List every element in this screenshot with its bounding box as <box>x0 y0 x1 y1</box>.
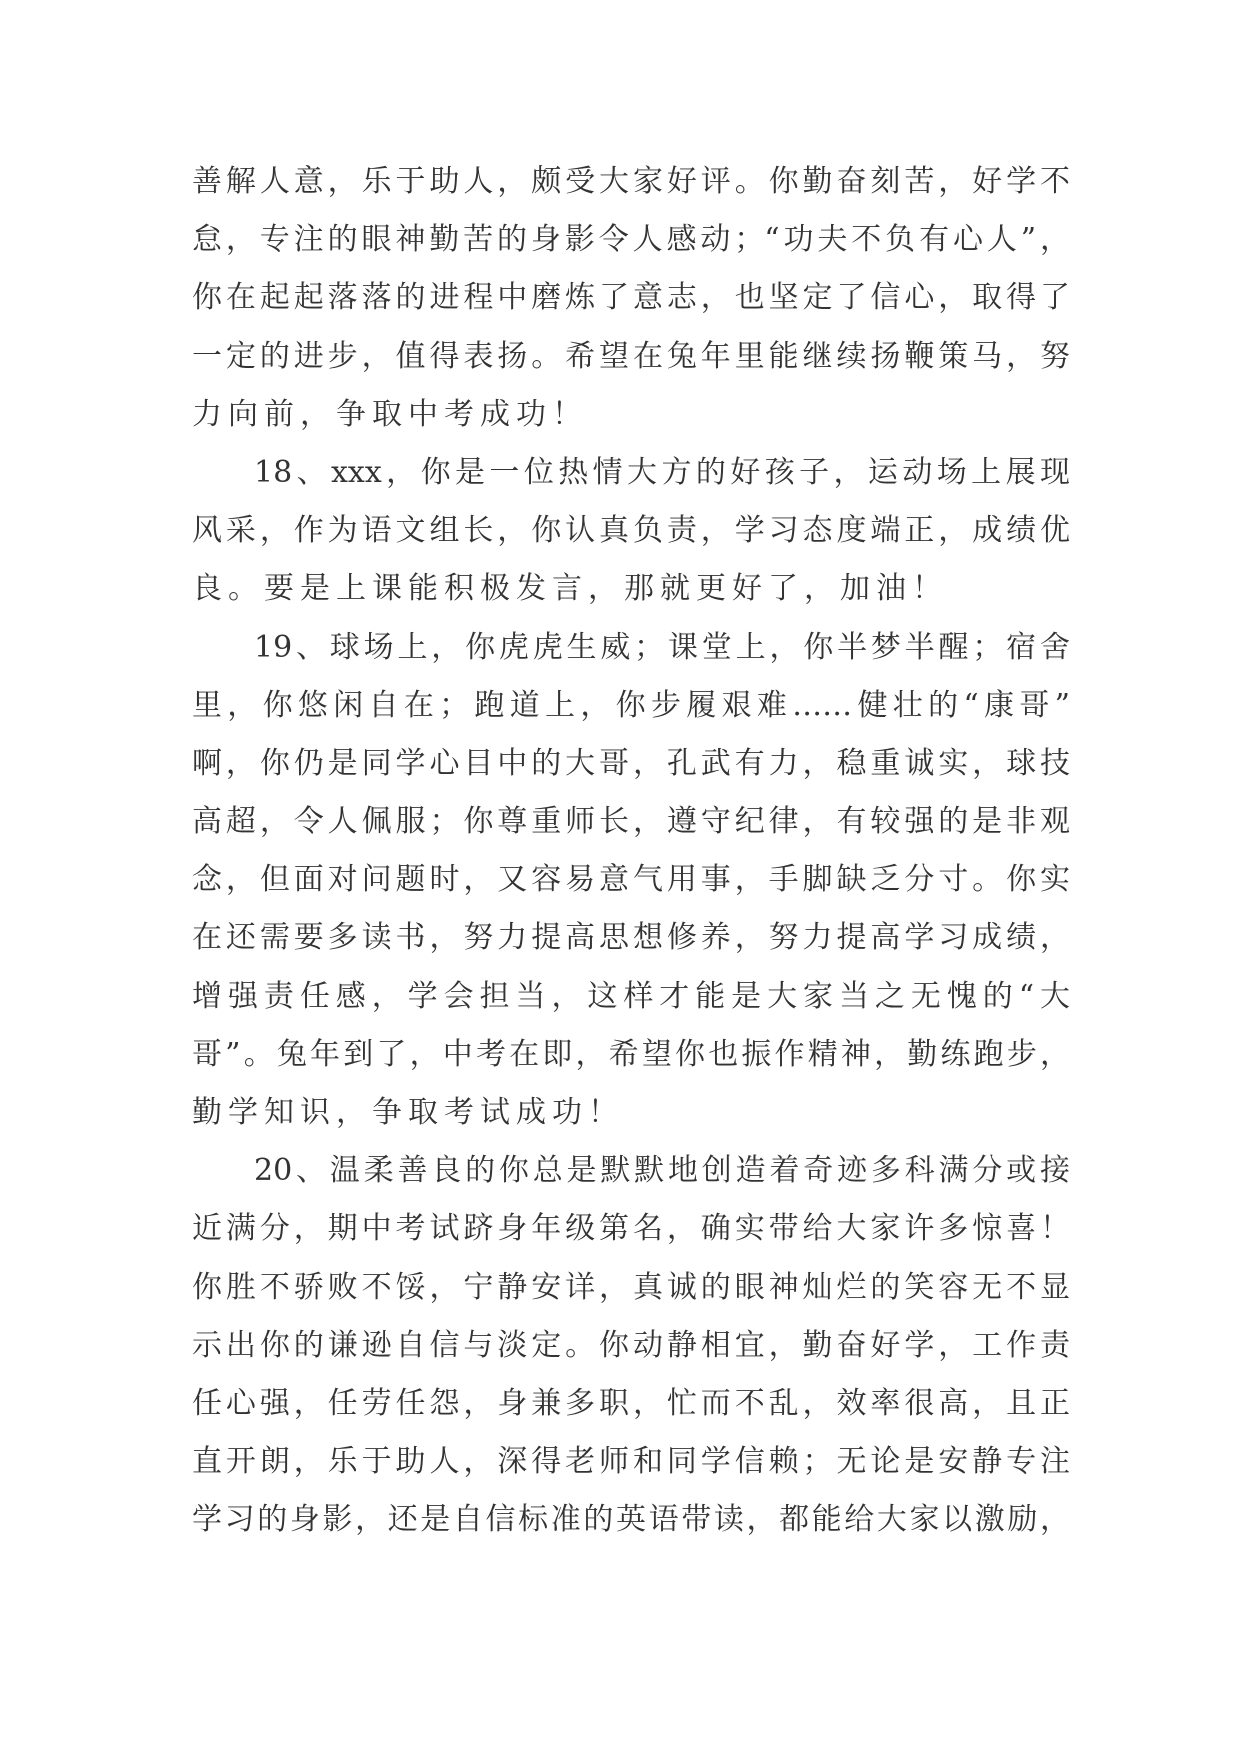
paragraph-start-19: 19、球场上，你虎虎生威；课堂上，你半梦半醒；宿舍 <box>254 629 1070 665</box>
text-line: 你在起起落落的进程中磨炼了意志，也坚定了信心，取得了 <box>192 280 1070 316</box>
text-line: 善解人意，乐于助人，颇受大家好评。你勤奋刻苦，好学不 <box>192 164 1070 199</box>
body-text <box>192 153 1070 1550</box>
text-line: 怠，专注的眼神勤苦的身影令人感动；“功夫不负有心人”， <box>192 222 1070 258</box>
text-line: 你胜不骄败不馁，宁静安详，真诚的眼神灿烂的笑容无不显 <box>192 1269 1070 1305</box>
text-line: 增强责任感，学会担当，这样才能是大家当之无愧的“大 <box>192 978 1070 1014</box>
text-line: 近满分，期中考试跻身年级第名，确实带给大家许多惊喜！ <box>192 1211 1070 1247</box>
text-line: 在还需要多读书，努力提高思想修养，努力提高学习成绩， <box>192 920 1070 956</box>
text-line: 力向前，争取中考成功！ <box>192 396 588 432</box>
text-line: 念，但面对问题时，又容易意气用事，手脚缺乏分寸。你实 <box>192 862 1070 898</box>
text-line: 学习的身影，还是自信标准的英语带读，都能给大家以激励， <box>192 1502 1070 1538</box>
text-line: 直开朗，乐于助人，深得老师和同学信赖；无论是安静专注 <box>192 1444 1070 1480</box>
paragraph-start-18: 18、xxx，你是一位热情大方的好孩子，运动场上展现 <box>254 454 1070 490</box>
text-line: 勤学知识，争取考试成功！ <box>192 1095 624 1130</box>
text-line: 啊，你仍是同学心目中的大哥，孔武有力，稳重诚实，球技 <box>192 745 1070 781</box>
text-line: 一定的进步，值得表扬。希望在兔年里能继续扬鞭策马，努 <box>192 338 1070 374</box>
text-line: 里，你悠闲自在；跑道上，你步履艰难……健壮的“康哥” <box>192 687 1070 723</box>
text-line: 哥”。兔年到了，中考在即，希望你也振作精神，勤练跑步， <box>192 1036 1070 1072</box>
text-line: 风采，作为语文组长，你认真负责，学习态度端正，成绩优 <box>192 513 1070 549</box>
text-line: 任心强，任劳任怨，身兼多职，忙而不乱，效率很高，且正 <box>192 1385 1070 1421</box>
text-line: 示出你的谦逊自信与淡定。你动静相宜，勤奋好学，工作责 <box>192 1327 1070 1363</box>
text-line: 高超，令人佩服；你尊重师长，遵守纪律，有较强的是非观 <box>192 804 1070 840</box>
paragraph-start-20: 20、温柔善良的你总是默默地创造着奇迹多科满分或接 <box>254 1153 1070 1189</box>
text-line: 良。要是上课能积极发言，那就更好了，加油！ <box>192 571 948 607</box>
